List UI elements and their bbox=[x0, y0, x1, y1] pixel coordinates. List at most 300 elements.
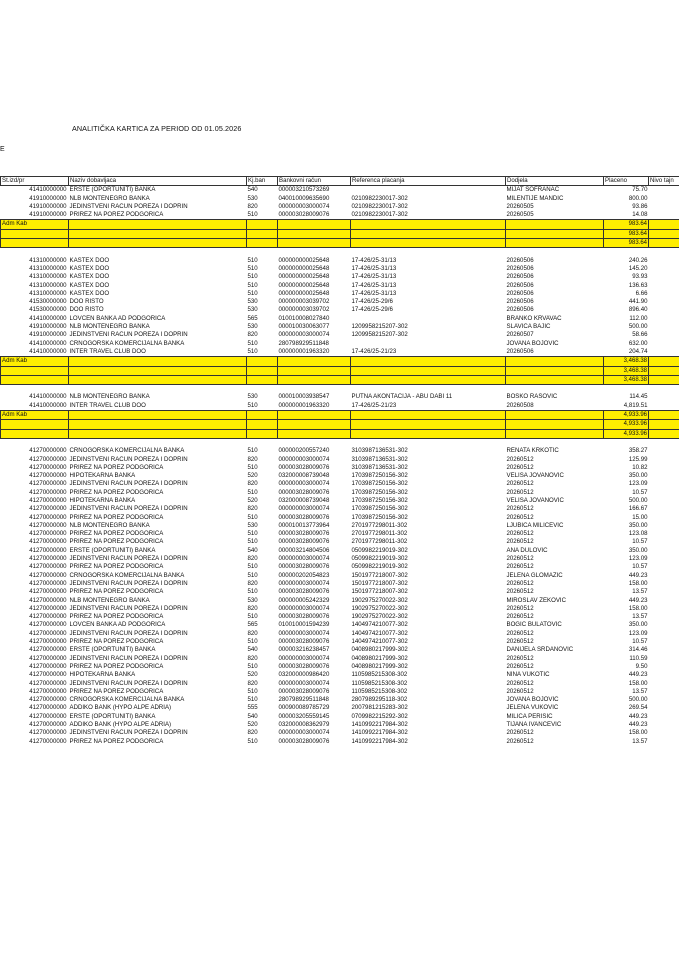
paid-amount-cell: 10.57 bbox=[632, 563, 648, 571]
supplier-name-cell: CRNOGORSKA KOMERCIJALNA BANKA bbox=[69, 339, 185, 347]
paid-amount-cell: 632.00 bbox=[628, 339, 648, 347]
table-row bbox=[1, 621, 679, 629]
assignment-cell: BOGIĆ BULATOVIĆ bbox=[506, 621, 562, 629]
account-cell: 41270000000 bbox=[29, 696, 67, 704]
account-cell: 41310000000 bbox=[29, 289, 67, 297]
bank-code-cell: 820 bbox=[247, 629, 258, 637]
nivo-tajn-cell bbox=[649, 663, 679, 671]
payment-reference-cell: 1703987250156-302 bbox=[351, 496, 408, 504]
paid-amount-cell: 449.23 bbox=[628, 596, 648, 604]
subtotal-empty-cell bbox=[69, 429, 247, 438]
assignment-cell: 20260512 bbox=[506, 679, 534, 687]
subtotal-empty-cell bbox=[278, 366, 351, 375]
account-cell: 41270000000 bbox=[29, 579, 67, 587]
subtotal-amount: 3,468.38 bbox=[604, 375, 649, 384]
bank-account-cell: 000003205559145 bbox=[278, 712, 330, 720]
supplier-name-cell: PRIREZ NA POREZ PODGORICA bbox=[69, 211, 164, 219]
assignment-cell: JOVANA BOJOVIĆ bbox=[506, 339, 559, 347]
table-row bbox=[1, 497, 679, 505]
subtotal-row bbox=[1, 357, 679, 366]
nivo-tajn-cell bbox=[649, 203, 679, 211]
subtotal-empty-cell bbox=[278, 357, 351, 366]
subtotal-empty-cell bbox=[69, 411, 247, 420]
account-cell: 41270000000 bbox=[29, 513, 67, 521]
table-row bbox=[1, 489, 679, 497]
bank-account-cell: 000000001963320 bbox=[278, 401, 330, 409]
bank-code-cell: 510 bbox=[247, 447, 258, 455]
spacer-cell bbox=[1, 385, 679, 394]
paid-amount-cell: 125.99 bbox=[628, 455, 648, 463]
subtotal-empty-cell bbox=[649, 429, 679, 438]
payment-reference-cell: 1105985215308-302 bbox=[351, 679, 408, 687]
account-cell: 41270000000 bbox=[29, 613, 67, 621]
bank-code-cell: 520 bbox=[247, 496, 258, 504]
bank-code-cell: 540 bbox=[247, 646, 258, 654]
subtotal-empty-cell bbox=[247, 420, 278, 429]
payment-reference-cell: 0210982230017-302 bbox=[351, 202, 408, 210]
assignment-cell: 20260512 bbox=[506, 654, 534, 662]
account-cell: 41910000000 bbox=[29, 194, 67, 202]
account-cell: 41410000000 bbox=[29, 339, 67, 347]
payment-reference-cell: 17-426/25-21/23 bbox=[351, 347, 397, 355]
supplier-name-cell: PRIREZ NA POREZ PODGORICA bbox=[69, 563, 164, 571]
paid-amount-cell: 158.00 bbox=[628, 679, 648, 687]
payment-reference-cell: 0509982219019-302 bbox=[351, 563, 408, 571]
payment-reference-cell: 1703987250156-302 bbox=[351, 472, 408, 480]
subtotal-empty-cell bbox=[278, 220, 351, 229]
account-cell: 41270000000 bbox=[29, 629, 67, 637]
bank-code-cell: 540 bbox=[247, 546, 258, 554]
nivo-tajn-cell bbox=[649, 721, 679, 729]
supplier-name-cell: DOO RISTO bbox=[69, 306, 104, 314]
subtotal-empty-cell bbox=[351, 375, 506, 384]
paid-amount-cell: 93.93 bbox=[632, 273, 648, 281]
paid-amount-cell: 13.57 bbox=[632, 737, 648, 745]
assignment-cell: 20260512 bbox=[506, 480, 534, 488]
subtotal-amount: 983.64 bbox=[604, 229, 649, 238]
account-cell: 41910000000 bbox=[29, 202, 67, 210]
bank-code-cell: 510 bbox=[247, 488, 258, 496]
paid-amount-cell: 350.00 bbox=[628, 521, 648, 529]
paid-amount-cell: 10.57 bbox=[632, 638, 648, 646]
assignment-cell: 20260512 bbox=[506, 513, 534, 521]
bank-account-cell: 000000003000074 bbox=[278, 654, 330, 662]
payment-reference-cell: 2701977298011-302 bbox=[351, 530, 408, 538]
supplier-name-cell: ADDIKO BANK (HYPO ALPE ADRIA) bbox=[69, 704, 172, 712]
account-cell: 41270000000 bbox=[29, 712, 67, 720]
account-cell: 41310000000 bbox=[29, 281, 67, 289]
subtotal-empty-cell bbox=[506, 220, 604, 229]
supplier-name-cell: ERSTE (OPORTUNITI) BANKA bbox=[69, 546, 156, 554]
subtotal-empty-cell bbox=[506, 229, 604, 238]
account-cell: 41270000000 bbox=[29, 729, 67, 737]
nivo-tajn-cell bbox=[649, 530, 679, 538]
supplier-name-cell: JEDINSTVENI RACUN POREZA I DOPRIN bbox=[69, 480, 188, 488]
bank-account-cell: 000003028009076 bbox=[278, 513, 330, 521]
payment-reference-cell: 0210982230017-302 bbox=[351, 211, 408, 219]
account-cell: 41270000000 bbox=[29, 496, 67, 504]
paid-amount-cell: 500.00 bbox=[628, 696, 648, 704]
payment-reference-cell: 0509982219019-302 bbox=[351, 555, 408, 563]
paid-amount-cell: 13.57 bbox=[632, 613, 648, 621]
account-cell: 41270000000 bbox=[29, 505, 67, 513]
payment-reference-cell: 1703987250156-302 bbox=[351, 513, 408, 521]
subtotal-empty-cell bbox=[351, 239, 506, 248]
bank-code-cell: 820 bbox=[247, 505, 258, 513]
subtotal-empty-cell bbox=[247, 375, 278, 384]
ledger-body bbox=[1, 186, 679, 746]
table-row bbox=[1, 447, 679, 455]
paid-amount-cell: 10.57 bbox=[632, 488, 648, 496]
supplier-name-cell: KASTEX DOO bbox=[69, 273, 110, 281]
assignment-cell: 20260505 bbox=[506, 202, 534, 210]
bank-code-cell: 510 bbox=[247, 264, 258, 272]
paid-amount-cell: 800.00 bbox=[628, 194, 648, 202]
table-row bbox=[1, 456, 679, 464]
bank-account-cell: 000000003000074 bbox=[278, 202, 330, 210]
subtotal-empty-cell bbox=[649, 229, 679, 238]
supplier-name-cell: JEDINSTVENI RACUN POREZA I DOPRIN bbox=[69, 505, 188, 513]
paid-amount-cell: 441.90 bbox=[628, 298, 648, 306]
table-row bbox=[1, 597, 679, 605]
account-cell: 41530000000 bbox=[29, 306, 67, 314]
payment-reference-cell: 1501977218007-302 bbox=[351, 588, 408, 596]
subtotal-empty-cell bbox=[69, 220, 247, 229]
nivo-tajn-cell bbox=[649, 597, 679, 605]
supplier-name-cell: JEDINSTVENI RACUN POREZA I DOPRIN bbox=[69, 679, 188, 687]
table-row bbox=[1, 265, 679, 273]
payment-reference-cell: 1703987250156-302 bbox=[351, 488, 408, 496]
nivo-tajn-cell bbox=[649, 464, 679, 472]
supplier-name-cell: CRNOGORSKA KOMERCIJALNA BANKA bbox=[69, 447, 185, 455]
assignment-cell: MIJAT ŠOFRANAC bbox=[506, 186, 560, 194]
nivo-tajn-cell bbox=[649, 613, 679, 621]
block-spacer-row bbox=[1, 385, 679, 394]
account-cell: 41270000000 bbox=[29, 563, 67, 571]
nivo-tajn-cell bbox=[649, 265, 679, 273]
assignment-cell: MILICA PERIŠIĆ bbox=[506, 712, 553, 720]
account-cell: 41270000000 bbox=[29, 737, 67, 745]
paid-amount-cell: 158.00 bbox=[628, 729, 648, 737]
supplier-name-cell: INTER TRAVEL CLUB DOO bbox=[69, 347, 146, 355]
paid-amount-cell: 9.50 bbox=[635, 662, 648, 670]
bank-account-cell: 000003028009076 bbox=[278, 662, 330, 670]
nivo-tajn-cell bbox=[649, 671, 679, 679]
payment-reference-cell bbox=[351, 340, 506, 348]
bank-code-cell: 540 bbox=[247, 186, 258, 194]
subtotal-empty-cell bbox=[506, 411, 604, 420]
supplier-name-cell: PRIREZ NA POREZ PODGORICA bbox=[69, 687, 164, 695]
subtotal-empty-cell bbox=[506, 375, 604, 384]
assignment-cell: 20260512 bbox=[506, 463, 534, 471]
nivo-tajn-cell bbox=[649, 738, 679, 746]
supplier-name-cell: JEDINSTVENI RACUN POREZA I DOPRIN bbox=[69, 579, 188, 587]
table-row bbox=[1, 211, 679, 220]
table-row bbox=[1, 696, 679, 704]
bank-code-cell: 510 bbox=[247, 696, 258, 704]
assignment-cell: 20260506 bbox=[506, 281, 534, 289]
paid-amount-cell: 500.00 bbox=[628, 323, 648, 331]
payment-reference-cell: 17-426/25-21/23 bbox=[351, 401, 397, 409]
account-cell: 41910000000 bbox=[29, 331, 67, 339]
paid-amount-cell: 350.00 bbox=[628, 472, 648, 480]
subtotal-amount: 3,468.38 bbox=[604, 366, 649, 375]
bank-account-cell: 000010013773964 bbox=[278, 521, 330, 529]
supplier-name-cell: INTER TRAVEL CLUB DOO bbox=[69, 401, 146, 409]
account-cell: 41410000000 bbox=[29, 393, 67, 401]
paid-amount-cell: 123.08 bbox=[628, 530, 648, 538]
supplier-name-cell: PRIREZ NA POREZ PODGORICA bbox=[69, 463, 164, 471]
payment-reference-cell: 17-426/25-31/13 bbox=[351, 281, 397, 289]
payment-reference-cell: 17-426/25-31/13 bbox=[351, 256, 397, 264]
supplier-name-cell: JEDINSTVENI RACUN POREZA I DOPRIN bbox=[69, 604, 188, 612]
subtotal-empty-cell bbox=[1, 429, 69, 438]
nivo-tajn-cell bbox=[649, 306, 679, 314]
supplier-name-cell: KASTEX DOO bbox=[69, 264, 110, 272]
account-cell: 41270000000 bbox=[29, 654, 67, 662]
assignment-cell: 20260512 bbox=[506, 563, 534, 571]
table-row bbox=[1, 331, 679, 339]
table-row bbox=[1, 729, 679, 737]
assignment-cell: BOŠKO RAŠOVIĆ bbox=[506, 393, 558, 401]
subtotal-empty-cell bbox=[278, 420, 351, 429]
table-row bbox=[1, 282, 679, 290]
subtotal-empty-cell bbox=[278, 411, 351, 420]
assignment-cell: 20260506 bbox=[506, 347, 534, 355]
assignment-cell: 20260512 bbox=[506, 662, 534, 670]
paid-amount-cell: 158.00 bbox=[628, 604, 648, 612]
subtotal-empty-cell bbox=[278, 429, 351, 438]
nivo-tajn-cell bbox=[649, 402, 679, 411]
paid-amount-cell: 350.00 bbox=[628, 546, 648, 554]
paid-amount-cell: 269.54 bbox=[628, 704, 648, 712]
table-row bbox=[1, 580, 679, 588]
paid-amount-cell: 449.23 bbox=[628, 571, 648, 579]
bank-code-cell: 510 bbox=[247, 538, 258, 546]
account-cell: 41910000000 bbox=[29, 323, 67, 331]
subtotal-empty-cell bbox=[351, 229, 506, 238]
paid-amount-cell: 10.82 bbox=[632, 463, 648, 471]
subtotal-empty-cell bbox=[649, 239, 679, 248]
payment-reference-cell: 1105985215308-302 bbox=[351, 671, 408, 679]
nivo-tajn-cell bbox=[649, 638, 679, 646]
account-cell: 41270000000 bbox=[29, 463, 67, 471]
bank-code-cell: 520 bbox=[247, 472, 258, 480]
bank-code-cell: 510 bbox=[247, 347, 258, 355]
ledger-table bbox=[0, 176, 679, 746]
supplier-name-cell: JEDINSTVENI RACUN POREZA I DOPRIN bbox=[69, 629, 188, 637]
account-cell: 41270000000 bbox=[29, 546, 67, 554]
nivo-tajn-cell bbox=[649, 273, 679, 281]
bank-account-cell: 000000202054823 bbox=[278, 571, 330, 579]
paid-amount-cell: 112.00 bbox=[629, 314, 648, 322]
paid-amount-cell: 75.70 bbox=[632, 186, 648, 194]
supplier-name-cell: LOVCEN BANKA AD PODGORICA bbox=[69, 621, 166, 629]
block-spacer-row bbox=[1, 438, 679, 447]
col-header-naziv: Naziv dobavljaca bbox=[69, 177, 247, 186]
bank-code-cell: 565 bbox=[247, 314, 258, 322]
payment-reference-cell: 17-426/25-29/6 bbox=[351, 298, 393, 306]
bank-code-cell: 510 bbox=[247, 256, 258, 264]
subtotal-empty-cell bbox=[649, 420, 679, 429]
bank-account-cell: 032000008739048 bbox=[278, 472, 330, 480]
bank-account-cell: 000000000025648 bbox=[278, 273, 330, 281]
payment-reference-cell: 1703987250156-302 bbox=[351, 505, 408, 513]
supplier-name-cell: ERSTE (OPORTUNITI) BANKA bbox=[69, 186, 156, 194]
assignment-cell: 20260512 bbox=[506, 629, 534, 637]
bank-account-cell: 000003028009076 bbox=[278, 563, 330, 571]
bank-account-cell: 000003214804506 bbox=[278, 546, 330, 554]
subtotal-empty-cell bbox=[351, 411, 506, 420]
bank-account-cell: 000003028009076 bbox=[278, 687, 330, 695]
payment-reference-cell: 1209958215207-302 bbox=[351, 323, 408, 331]
paid-amount-cell: 13.57 bbox=[632, 588, 648, 596]
nivo-tajn-cell bbox=[649, 696, 679, 704]
bank-account-cell: 000003028009076 bbox=[278, 211, 330, 219]
bank-code-cell: 565 bbox=[247, 621, 258, 629]
assignment-cell: TIJANA IVANČEVIĆ bbox=[506, 721, 562, 728]
paid-amount-cell: 204.74 bbox=[628, 347, 648, 355]
payment-reference-cell: PUTNA AKONTACIJA - ABU DABI 11 bbox=[351, 393, 453, 401]
table-row bbox=[1, 638, 679, 646]
account-cell: 41270000000 bbox=[29, 530, 67, 538]
assignment-cell: JELENA GLOMAZIĆ bbox=[506, 571, 563, 579]
subtotal-empty-cell bbox=[1, 420, 69, 429]
payment-reference-cell: 1501977218007-302 bbox=[351, 579, 408, 587]
subtotal-empty-cell bbox=[247, 366, 278, 375]
bank-account-cell: 280798929511848 bbox=[278, 339, 329, 347]
account-cell: 41410000000 bbox=[29, 401, 67, 409]
subtotal-row bbox=[1, 420, 679, 429]
payment-reference-cell: 0709982215292-302 bbox=[351, 712, 408, 720]
table-row bbox=[1, 721, 679, 729]
assignment-cell: JOVANA BOJOVIĆ bbox=[506, 696, 559, 704]
assignment-cell: 20260512 bbox=[506, 530, 534, 538]
subtotal-empty-cell bbox=[506, 239, 604, 248]
bank-code-cell: 820 bbox=[247, 729, 258, 737]
block-spacer-row bbox=[1, 248, 679, 257]
col-header-st-izd: St.izd/pr bbox=[1, 177, 69, 186]
bank-code-cell: 510 bbox=[247, 613, 258, 621]
supplier-name-cell: PRIREZ NA POREZ PODGORICA bbox=[69, 638, 164, 646]
payment-reference-cell bbox=[351, 186, 506, 195]
bank-account-cell: 000000003000074 bbox=[278, 455, 330, 463]
col-header-placeno: Placeno bbox=[604, 177, 649, 186]
bank-account-cell: 000000200557240 bbox=[278, 447, 330, 455]
payment-reference-cell: 2807989295118-302 bbox=[351, 696, 408, 704]
bank-code-cell: 510 bbox=[247, 571, 258, 579]
nivo-tajn-cell bbox=[649, 514, 679, 522]
account-cell: 41270000000 bbox=[29, 555, 67, 563]
bank-account-cell: 000000005242329 bbox=[278, 596, 330, 604]
subtotal-empty-cell bbox=[1, 239, 69, 248]
bank-account-cell: 032000008739048 bbox=[278, 496, 330, 504]
supplier-name-cell: CRNOGORSKA KOMERCIJALNA BANKA bbox=[69, 696, 185, 704]
table-row bbox=[1, 306, 679, 314]
payment-reference-cell: 1410992217984-302 bbox=[351, 729, 408, 737]
subtotal-empty-cell bbox=[649, 220, 679, 229]
table-row bbox=[1, 514, 679, 522]
account-cell: 41310000000 bbox=[29, 264, 67, 272]
bank-account-cell: 010010001594239 bbox=[278, 621, 330, 629]
nivo-tajn-cell bbox=[649, 505, 679, 513]
payment-reference-cell: 2007981215283-302 bbox=[351, 704, 408, 712]
supplier-name-cell: NLB MONTENEGRO BANKA bbox=[69, 393, 150, 401]
assignment-cell: 20260512 bbox=[506, 604, 534, 612]
bank-code-cell: 820 bbox=[247, 480, 258, 488]
table-row bbox=[1, 186, 679, 195]
assignment-cell: RENATA KRKOTIĆ bbox=[506, 447, 559, 455]
bank-account-cell: 010010008027840 bbox=[278, 314, 330, 322]
payment-reference-cell: 0509982219019-302 bbox=[351, 546, 408, 554]
account-cell: 41270000000 bbox=[29, 621, 67, 629]
assignment-cell: 20260506 bbox=[506, 298, 534, 306]
bank-code-cell: 530 bbox=[247, 596, 258, 604]
paid-amount-cell: 240.26 bbox=[628, 256, 648, 264]
payment-reference-cell: 1410992217984-302 bbox=[351, 737, 408, 745]
table-row bbox=[1, 688, 679, 696]
table-row bbox=[1, 704, 679, 712]
assignment-cell: 20260508 bbox=[506, 401, 534, 409]
subtotal-amount: 4,933.96 bbox=[604, 411, 649, 420]
subtotal-empty-cell bbox=[506, 429, 604, 438]
nivo-tajn-cell bbox=[649, 340, 679, 348]
nivo-tajn-cell bbox=[649, 630, 679, 638]
subtotal-empty-cell bbox=[69, 357, 247, 366]
assignment-cell: 20260506 bbox=[506, 306, 534, 314]
account-cell: 41270000000 bbox=[29, 721, 67, 728]
bank-account-cell: 000003028009076 bbox=[278, 737, 330, 745]
col-header-bankovni-racun: Bankovni račun bbox=[278, 177, 351, 186]
bank-account-cell: 000003028009076 bbox=[278, 638, 330, 646]
bank-code-cell: 530 bbox=[247, 298, 258, 306]
account-cell: 41270000000 bbox=[29, 571, 67, 579]
assignment-cell: MIROSLAV ZEKOVIĆ bbox=[506, 596, 566, 604]
assignment-cell: 20260506 bbox=[506, 273, 534, 281]
assignment-cell: 20260512 bbox=[506, 638, 534, 646]
supplier-name-cell: HIPOTEKARNA BANKA bbox=[69, 496, 136, 504]
assignment-cell: 20260512 bbox=[506, 729, 534, 737]
payment-reference-cell: 17-426/25-31/13 bbox=[351, 289, 397, 297]
nivo-tajn-cell bbox=[649, 472, 679, 480]
subtotal-row bbox=[1, 411, 679, 420]
subtotal-row bbox=[1, 239, 679, 248]
paid-amount-cell: 58.66 bbox=[632, 331, 648, 339]
assignment-cell: 20260507 bbox=[506, 331, 534, 339]
subtotal-empty-cell bbox=[506, 357, 604, 366]
nivo-tajn-cell bbox=[649, 522, 679, 530]
supplier-name-cell: JEDINSTVENI RACUN POREZA I DOPRIN bbox=[69, 555, 188, 563]
table-row bbox=[1, 195, 679, 203]
bank-code-cell: 510 bbox=[247, 513, 258, 521]
bank-code-cell: 510 bbox=[247, 401, 258, 409]
subtotal-amount: 983.64 bbox=[604, 239, 649, 248]
subtotal-amount: 4,933.96 bbox=[604, 429, 649, 438]
bank-code-cell: 530 bbox=[247, 306, 258, 314]
subtotal-empty-cell bbox=[351, 220, 506, 229]
table-row bbox=[1, 671, 679, 679]
supplier-name-cell: ERSTE (OPORTUNITI) BANKA bbox=[69, 646, 156, 654]
account-cell: 41270000000 bbox=[29, 687, 67, 695]
col-header-nivo-tajn: Nivo tajn bbox=[649, 177, 679, 186]
table-row bbox=[1, 555, 679, 563]
table-row bbox=[1, 530, 679, 538]
bank-account-cell: 000000003000074 bbox=[278, 505, 330, 513]
assignment-cell: 20260512 bbox=[506, 505, 534, 513]
subtotal-empty-cell bbox=[649, 411, 679, 420]
account-cell: 41270000000 bbox=[29, 604, 67, 612]
table-row bbox=[1, 505, 679, 513]
